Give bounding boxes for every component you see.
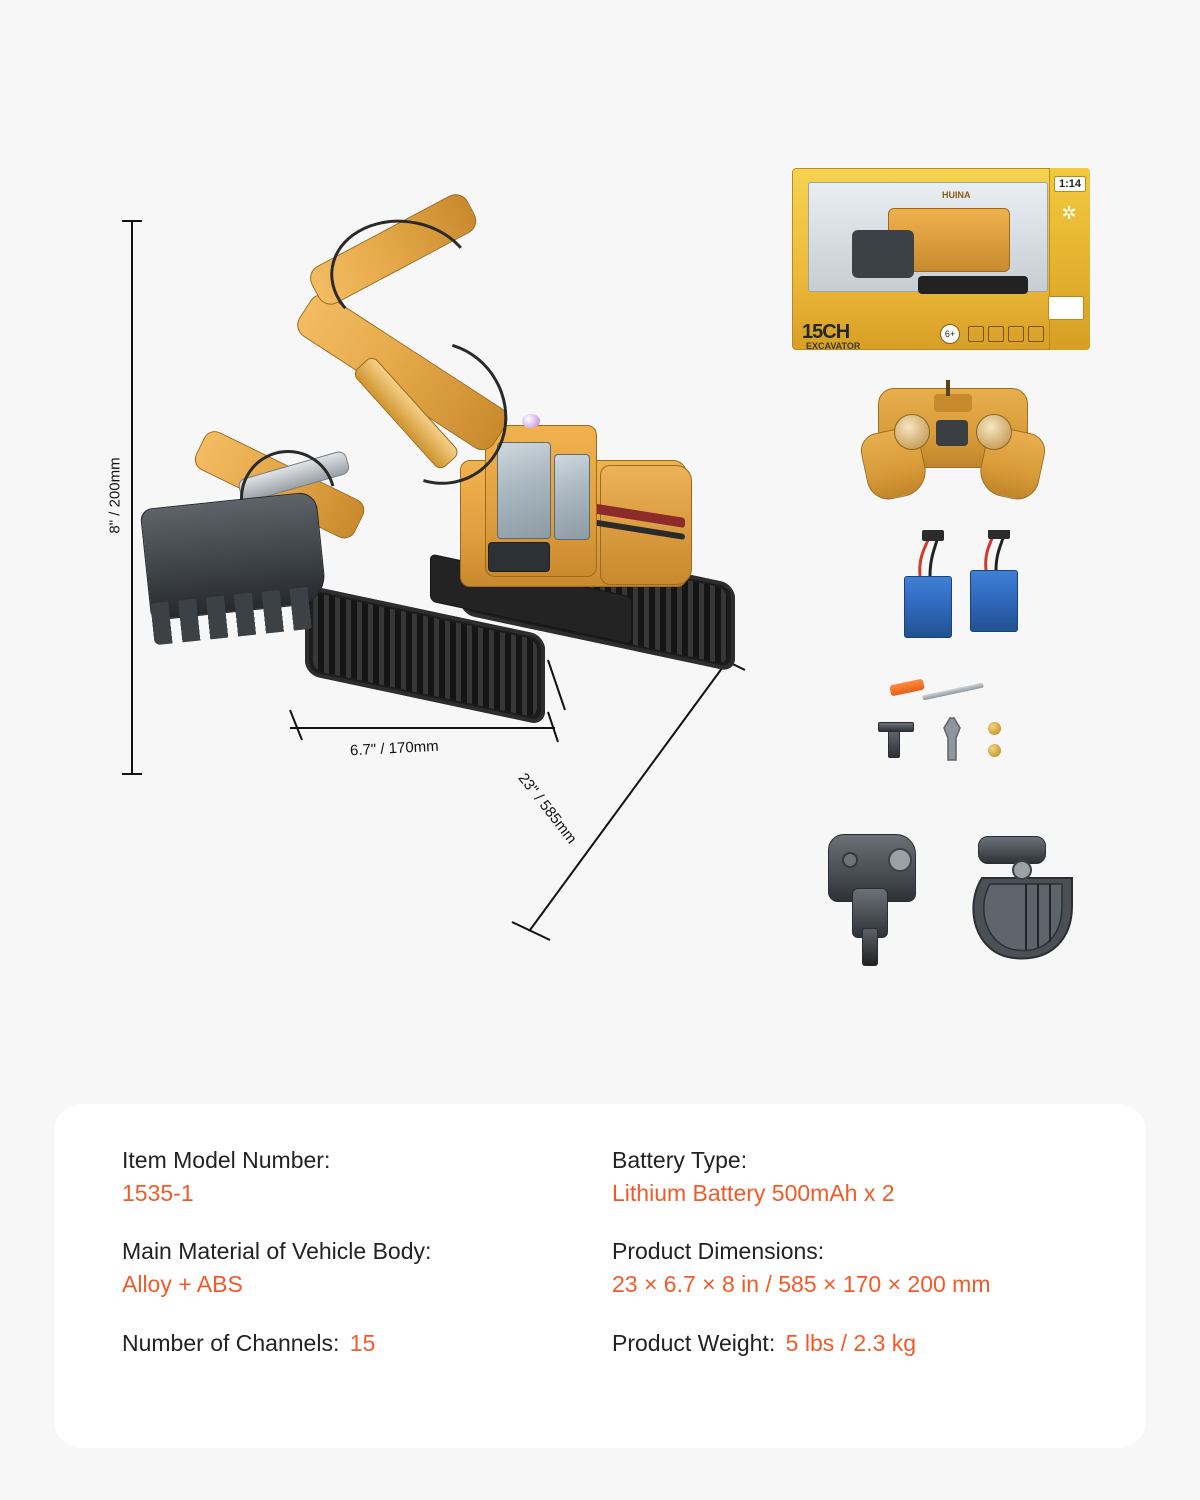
cab-window-side: [554, 454, 590, 540]
drill-pivot: [888, 848, 912, 872]
spec-material: [122, 1235, 612, 1300]
button-cluster: [934, 394, 972, 412]
wrench-icon: [936, 716, 976, 764]
drill-bolt: [842, 852, 858, 868]
tool-kit-shot: [884, 678, 1024, 768]
spec-battery-type-label: Battery Type:: [612, 1147, 748, 1173]
spec-weight: [612, 1327, 1106, 1360]
spec-product-dimensions: [612, 1235, 1106, 1300]
length-dimension-label: 23" / 585mm: [514, 769, 580, 848]
spec-weight-label: Product Weight:: [612, 1329, 776, 1356]
feature-icon-1: [968, 326, 984, 342]
grapple-attachment-shot: [960, 832, 1110, 972]
specifications-card: [54, 1104, 1146, 1448]
spec-channels-label: Number of Channels:: [122, 1329, 340, 1356]
battery-pack-shot: [900, 530, 1030, 650]
height-dimension-label: 8" / 200mm: [106, 457, 124, 534]
brass-part-2: [988, 744, 1001, 757]
feature-icon-3: [1008, 326, 1024, 342]
feature-icon-2: [988, 326, 1004, 342]
cab-roof-light: [522, 414, 540, 428]
cab-window-front: [497, 442, 551, 539]
left-joystick: [894, 414, 930, 450]
remote-controller-shot: [862, 378, 1042, 508]
package-brand-label: HUINA: [942, 190, 971, 200]
spec-battery-type: [612, 1144, 1106, 1209]
feature-icon-4: [1028, 326, 1044, 342]
hex-key-handle: [878, 722, 914, 732]
spec-model-number: [122, 1144, 612, 1209]
right-joystick: [976, 414, 1012, 450]
spec-model-number-value: 1535-1: [122, 1179, 194, 1206]
retail-package-shot: [792, 168, 1090, 350]
package-age-badge: 6+: [940, 324, 960, 344]
package-category-label: EXCAVATOR: [806, 341, 861, 350]
depth-dimension-label: 6.7" / 170mm: [349, 737, 440, 760]
spec-battery-type-value: Lithium Battery 500mAh x 2: [612, 1179, 895, 1206]
spec-channels: [122, 1327, 612, 1360]
screwdriver-shaft: [922, 683, 984, 701]
specifications-grid: [122, 1144, 1106, 1359]
spec-material-value: Alloy + ABS: [122, 1270, 243, 1297]
spec-model-number-label: Item Model Number:: [122, 1147, 331, 1173]
package-scale-badge: 1:14: [1054, 176, 1086, 192]
drill-attachment-shot: [818, 832, 938, 972]
spec-material-label: Main Material of Vehicle Body:: [122, 1238, 432, 1265]
package-icon-row: [968, 326, 1044, 342]
brass-part-1: [988, 722, 1001, 735]
spec-product-dimensions-label: Product Dimensions:: [612, 1238, 825, 1265]
screwdriver-handle: [889, 679, 925, 697]
cab-window-lower: [488, 542, 550, 572]
spec-product-dimensions-value: 23 × 6.7 × 8 in / 585 × 170 × 200 mm: [612, 1270, 991, 1297]
center-panel: [936, 420, 968, 446]
antenna-icon: [946, 380, 950, 396]
spec-weight-value: 5 lbs / 2.3 kg: [785, 1329, 917, 1356]
excavator-illustration: [130, 210, 750, 730]
package-channel-badge: 15CH: [802, 321, 850, 343]
gear-icon: ✲: [1061, 203, 1077, 223]
package-side-thumb: [1048, 296, 1084, 320]
spec-channels-value: 15: [349, 1329, 376, 1356]
